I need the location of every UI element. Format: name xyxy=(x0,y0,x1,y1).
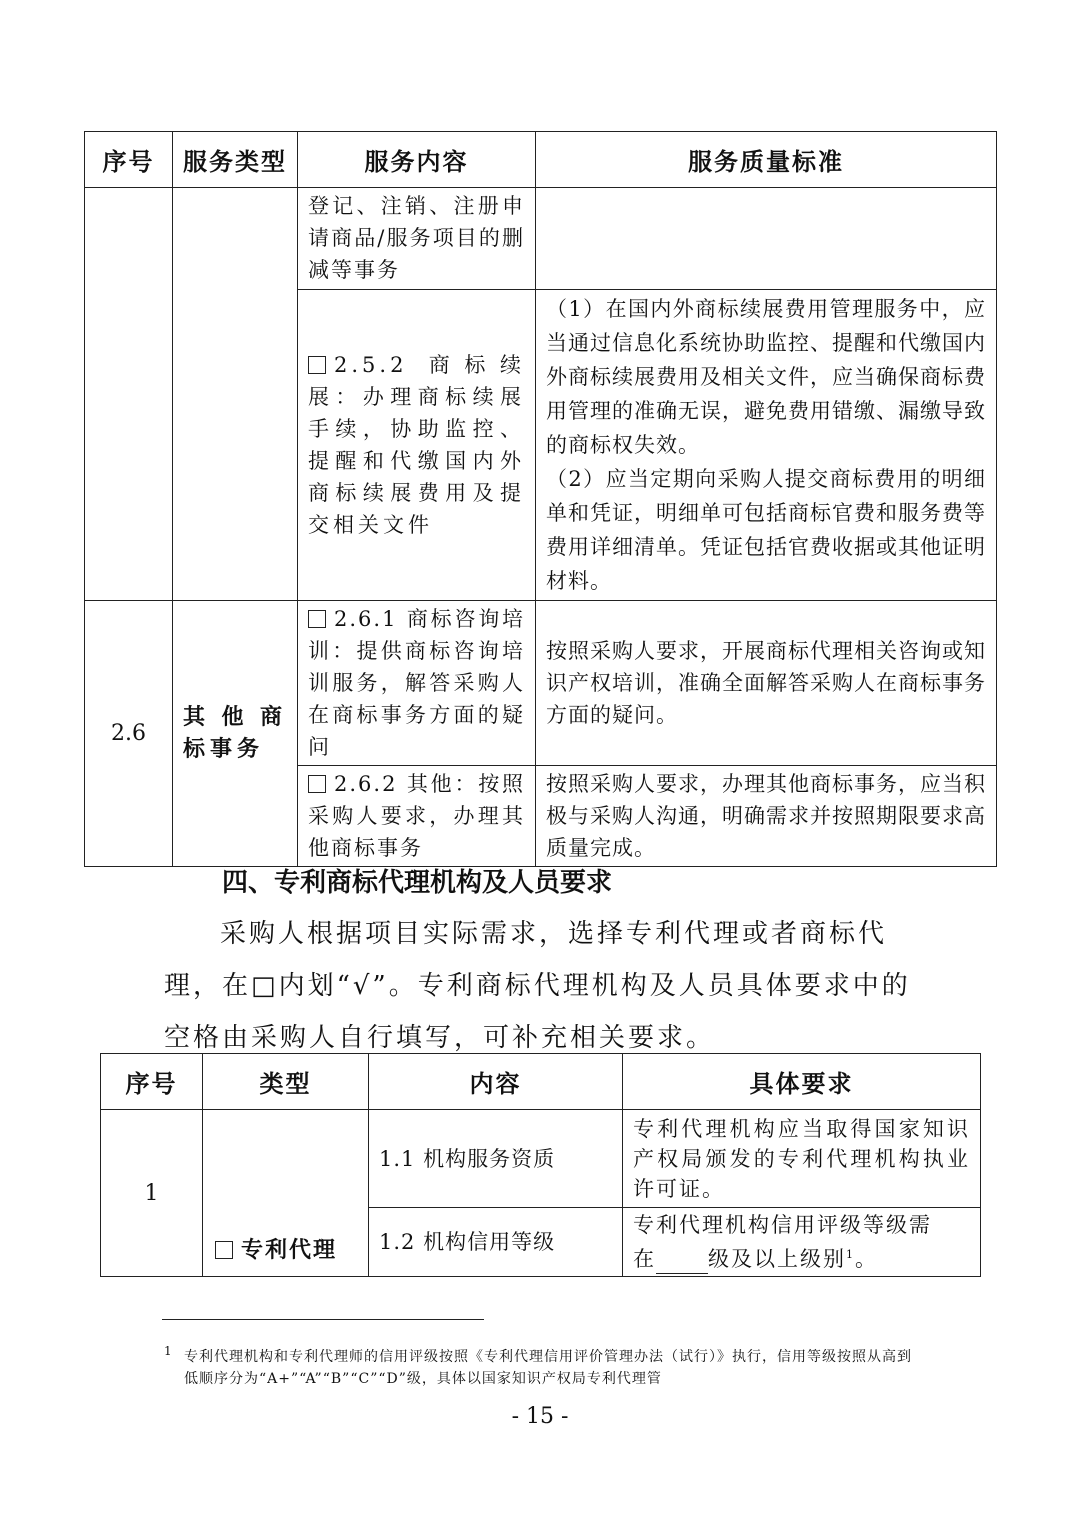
service-content-cell xyxy=(298,601,536,766)
header-no: 序号 xyxy=(85,132,173,188)
header-requirement: 具体要求 xyxy=(623,1054,981,1110)
requirement-cell xyxy=(623,1208,981,1277)
req-suffix: 级及以上级别 xyxy=(708,1247,846,1271)
footnote-ref: 1 xyxy=(846,1248,855,1261)
content-cell: 1.2 机构信用等级 xyxy=(369,1208,623,1277)
service-content-cell: 登记、注销、注册申请商品/服务项目的删减等事务 xyxy=(298,188,536,290)
header-quality-standard: 服务质量标准 xyxy=(536,132,997,188)
row-no: 2.6 xyxy=(85,601,173,867)
row-no: 1 xyxy=(101,1110,203,1277)
service-content-cell xyxy=(298,290,536,601)
requirement-line-2 xyxy=(633,1240,970,1274)
service-content-cell xyxy=(298,766,536,867)
req-prefix: 在 xyxy=(633,1247,656,1271)
footnote-separator xyxy=(162,1319,484,1320)
type-label: 专利代理 xyxy=(241,1238,338,1263)
checkbox[interactable] xyxy=(308,610,326,628)
header-content: 内容 xyxy=(369,1054,623,1110)
standard-paragraph: （1）在国内外商标续展费用管理服务中，应当通过信息化系统协助监控、提醒和代缴国内外商标续展费用及相关文件，应当确保商标费用管理的准确无误，避免费用错缴、漏缴导致的商标权失效。 xyxy=(546,297,986,457)
standard-paragraph: （2）应当定期向采购人提交商标费用的明细单和凭证，明细单可包括商标官费和服务费等费用详细清单。凭证包括官费收据或其他证明材料。 xyxy=(546,467,986,593)
fill-in-blank[interactable] xyxy=(656,1253,708,1274)
checkbox[interactable] xyxy=(308,775,326,793)
renewal-content-text: 2.5.2 商标续展：办理商标续展手续，协助监控、提醒和代缴国内外商标续展费用及提交相关文件 xyxy=(308,353,525,537)
service-standard-cell: 按照采购人要求，开展商标代理相关咨询或知识产权培训，准确全面解答采购人在商标事务方面的疑问。 xyxy=(536,601,997,766)
header-no: 序号 xyxy=(101,1054,203,1110)
section-paragraph: 采购人根据项目实际需求，选择专利代理或者商标代理，在□内划“√”。专利商标代理机构及人员具体要求中的空格由采购人自行填写，可补充相关要求。 xyxy=(164,919,911,1053)
header-service-type: 服务类型 xyxy=(173,132,298,188)
service-standard-cell xyxy=(536,290,997,601)
service-standard-cell: 按照采购人要求，办理其他商标事务，应当积极与采购人沟通，明确需求并按照期限要求高质量完成。 xyxy=(536,766,997,867)
consulting-content-text: 2.6.1 商标咨询培训：提供商标咨询培训服务，解答采购人在商标事务方面的疑问 xyxy=(308,607,525,759)
requirement-cell: 专利代理机构应当取得国家知识产权局颁发的专利代理机构执业许可证。 xyxy=(623,1110,981,1208)
empty-no-cell xyxy=(85,188,173,601)
other-content-text: 2.6.2 其他：按照采购人要求，办理其他商标事务 xyxy=(308,772,525,860)
footnote-mark: 1 xyxy=(164,1344,172,1358)
checkbox[interactable] xyxy=(308,356,326,374)
empty-type-cell xyxy=(173,188,298,601)
footnote-text: 专利代理机构和专利代理师的信用评级按照《专利代理信用评价管理办法（试行）》执行，信用等级按照从高到低顺序分为“A+”“A”“B”“C”“D”级，具体以国家知识产权局专利代理管 xyxy=(184,1349,912,1387)
service-type: 其他商标事务 xyxy=(173,601,298,867)
header-type: 类型 xyxy=(203,1054,369,1110)
type-cell xyxy=(203,1110,369,1277)
patent-agency-checkbox[interactable] xyxy=(215,1241,233,1259)
agency-requirements-table xyxy=(100,1053,981,1277)
section-heading: 四、专利商标代理机构及人员要求 xyxy=(222,868,613,898)
service-standard-cell xyxy=(536,188,997,290)
header-service-content: 服务内容 xyxy=(298,132,536,188)
service-standards-table xyxy=(84,131,997,867)
page-number: - 15 - xyxy=(511,1404,569,1429)
requirement-line: 专利代理机构信用评级等级需 xyxy=(633,1213,932,1237)
content-cell: 1.1 机构服务资质 xyxy=(369,1110,623,1208)
req-period: 。 xyxy=(855,1247,878,1271)
